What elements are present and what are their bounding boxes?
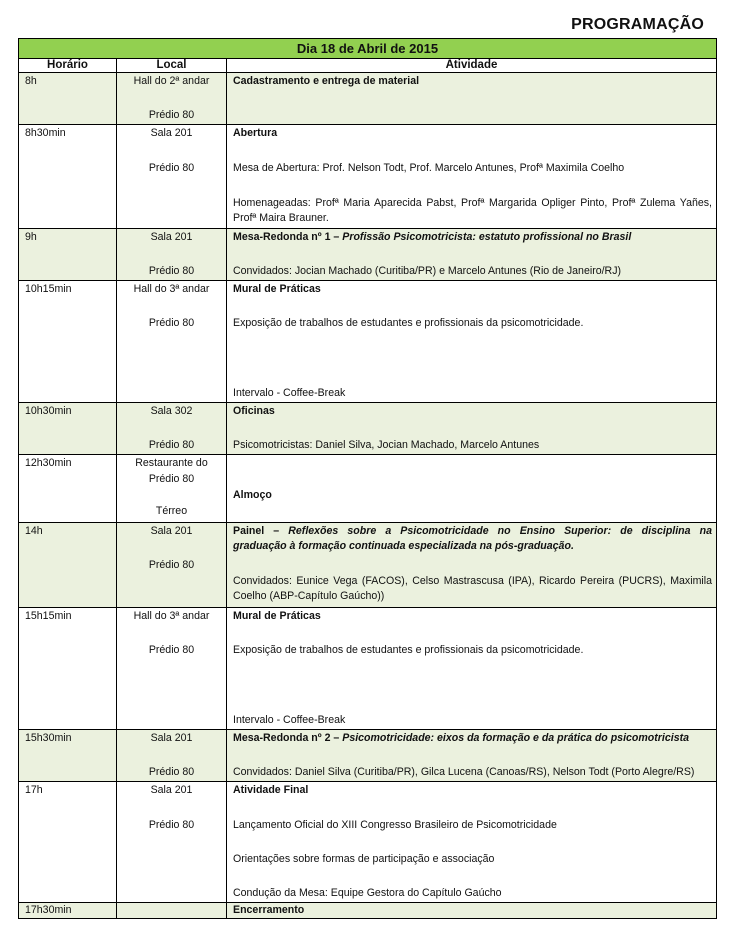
time-cell <box>19 455 117 523</box>
place-cell <box>117 455 227 523</box>
activity-line: Lançamento Oficial do XIII Congresso Brasileiro de Psicomotricidade <box>233 819 557 831</box>
time-text: 12h30min <box>25 457 72 469</box>
table-row <box>19 403 717 455</box>
time-text: 10h15min <box>25 283 72 295</box>
time-text: 9h <box>25 231 37 243</box>
activity-cell <box>227 73 717 125</box>
activity-title <box>233 525 712 538</box>
time-cell <box>19 608 117 730</box>
place-line: Hall do 3ª andar <box>133 610 210 622</box>
activity-cell <box>227 455 717 523</box>
place-line: Prédio 80 <box>148 766 195 778</box>
time-cell <box>19 903 117 919</box>
header-time: Horário <box>19 59 117 73</box>
activity-title: Cadastramento e entrega de material <box>233 75 420 87</box>
table-row <box>19 229 717 281</box>
place-line: Sala 201 <box>150 784 193 796</box>
place-line: Sala 201 <box>150 127 193 139</box>
activity-line: Mesa de Abertura: Prof. Nelson Todt, Prof. Marcelo Antunes, Profª Maximila Coelho <box>233 162 625 174</box>
table-row <box>19 125 717 229</box>
time-text: 8h30min <box>25 127 66 139</box>
activity-line: Convidados: Daniel Silva (Curitiba/PR), Gilca Lucena (Canoas/RS), Nelson Todt (Porto Alegre/RS) <box>233 766 695 778</box>
time-cell <box>19 73 117 125</box>
activity-title-italic: graduação à formação continuada especializada na pós-graduação <box>233 540 571 552</box>
place-line: Térreo <box>155 505 188 517</box>
place-cell <box>117 403 227 455</box>
place-cell <box>117 125 227 229</box>
activity-title-italic: Profissão Psicomotricista: estatuto profissional no Brasil <box>342 231 632 243</box>
activity-cell <box>227 903 717 919</box>
activity-title <box>233 231 712 244</box>
table-row <box>19 730 717 782</box>
place-cell <box>117 782 227 903</box>
place-line: Prédio 80 <box>148 644 195 656</box>
time-text: 14h <box>25 525 43 537</box>
activity-title: Oficinas <box>233 405 275 417</box>
schedule-table <box>18 38 717 919</box>
time-text: 15h30min <box>25 732 72 744</box>
place-line: Sala 201 <box>150 732 193 744</box>
activity-line: Exposição de trabalhos de estudantes e profissionais da psicomotricidade. <box>233 317 584 329</box>
activity-cell <box>227 608 717 730</box>
place-line: Sala 201 <box>150 231 193 243</box>
activity-title-lead: Painel – <box>233 525 289 537</box>
place-line: Hall do 3ª andar <box>133 283 210 295</box>
place-line: Prédio 80 <box>148 162 195 174</box>
time-cell <box>19 125 117 229</box>
place-line: Prédio 80 <box>148 819 195 831</box>
activity-line: Homenageadas: Profª Maria Aparecida Pabst, Profª Margarida Opliger Pinto, Profª Zulema Yañes, <box>233 197 712 209</box>
activity-title: Abertura <box>233 127 278 139</box>
activity-title-italic: Psicomotricidade: eixos da formação e da prática do psicomotricista <box>342 732 690 744</box>
place-line: Prédio 80 <box>148 265 195 277</box>
place-cell <box>117 608 227 730</box>
date-heading: Dia 18 de Abril de 2015 <box>19 39 717 59</box>
header-activity: Atividade <box>227 59 717 73</box>
activity-title-italic: Reflexões sobre a Psicomotricidade no Ensino Superior: de disciplina na <box>288 525 712 537</box>
table-row <box>19 608 717 730</box>
activity-title: Almoço <box>233 489 272 501</box>
time-text: 15h15min <box>25 610 72 622</box>
table-row <box>19 455 717 523</box>
time-cell <box>19 229 117 281</box>
activity-cell <box>227 281 717 403</box>
activity-line: Orientações sobre formas de participação e associação <box>233 853 495 865</box>
activity-cell <box>227 229 717 281</box>
table-row <box>19 523 717 608</box>
place-line: Prédio 80 <box>148 473 195 485</box>
document-title: PROGRAMAÇÃO <box>571 16 704 33</box>
time-cell <box>19 782 117 903</box>
place-cell <box>117 523 227 608</box>
place-line: Prédio 80 <box>148 109 195 121</box>
time-text: 8h <box>25 75 37 87</box>
activity-title <box>233 732 712 745</box>
activity-cell <box>227 125 717 229</box>
activity-title: Encerramento <box>233 904 305 916</box>
activity-line: Profª Maira Brauner. <box>233 212 329 224</box>
table-row <box>19 782 717 903</box>
place-cell <box>117 730 227 782</box>
activity-title-lead: Mesa-Redonda nº 1 – <box>233 231 343 243</box>
place-line: Prédio 80 <box>148 317 195 329</box>
place-line: Sala 302 <box>150 405 193 417</box>
table-row <box>19 903 717 919</box>
time-text: 17h <box>25 784 43 796</box>
activity-line: Psicomotricistas: Daniel Silva, Jocian Machado, Marcelo Antunes <box>233 439 540 451</box>
activity-title: Mural de Práticas <box>233 283 321 295</box>
time-cell <box>19 281 117 403</box>
activity-line: Intervalo - Coffee-Break <box>233 714 346 726</box>
activity-line: Coelho (ABP-Capítulo Gaúcho)) <box>233 590 385 602</box>
activity-cell <box>227 730 717 782</box>
activity-cell <box>227 403 717 455</box>
activity-cell <box>227 782 717 903</box>
time-cell <box>19 403 117 455</box>
activity-line: Convidados: Eunice Vega (FACOS), Celso Mastrascusa (IPA), Ricardo Pereira (PUCRS), Maximila <box>233 575 712 587</box>
place-cell <box>117 73 227 125</box>
activity-line: Condução da Mesa: Equipe Gestora do Capítulo Gaúcho <box>233 887 502 899</box>
time-cell <box>19 523 117 608</box>
activity-cell <box>227 523 717 608</box>
activity-line: Convidados: Jocian Machado (Curitiba/PR) e Marcelo Antunes (Rio de Janeiro/RJ) <box>233 265 622 277</box>
place-line: Prédio 80 <box>148 559 195 571</box>
place-cell <box>117 229 227 281</box>
activity-title: Atividade Final <box>233 784 309 796</box>
time-text: 10h30min <box>25 405 72 417</box>
activity-line: Intervalo - Coffee-Break <box>233 387 346 399</box>
activity-line: Exposição de trabalhos de estudantes e profissionais da psicomotricidade. <box>233 644 584 656</box>
time-text: 17h30min <box>25 904 72 916</box>
place-line: Hall do 2ª andar <box>133 75 210 87</box>
activity-title: Mural de Práticas <box>233 610 321 622</box>
header-row <box>19 59 717 73</box>
activity-title-lead: Mesa-Redonda nº 2 – <box>233 732 343 744</box>
table-row <box>19 73 717 125</box>
place-cell <box>117 281 227 403</box>
place-cell <box>117 903 227 919</box>
place-line: Restaurante do <box>135 457 208 469</box>
header-place: Local <box>117 59 227 73</box>
activity-title-cont: graduação à formação continuada especializada na pós-graduação. <box>233 540 574 552</box>
place-line: Sala 201 <box>150 525 193 537</box>
time-cell <box>19 730 117 782</box>
table-row <box>19 281 717 403</box>
place-line: Prédio 80 <box>148 439 195 451</box>
date-row <box>19 39 717 59</box>
